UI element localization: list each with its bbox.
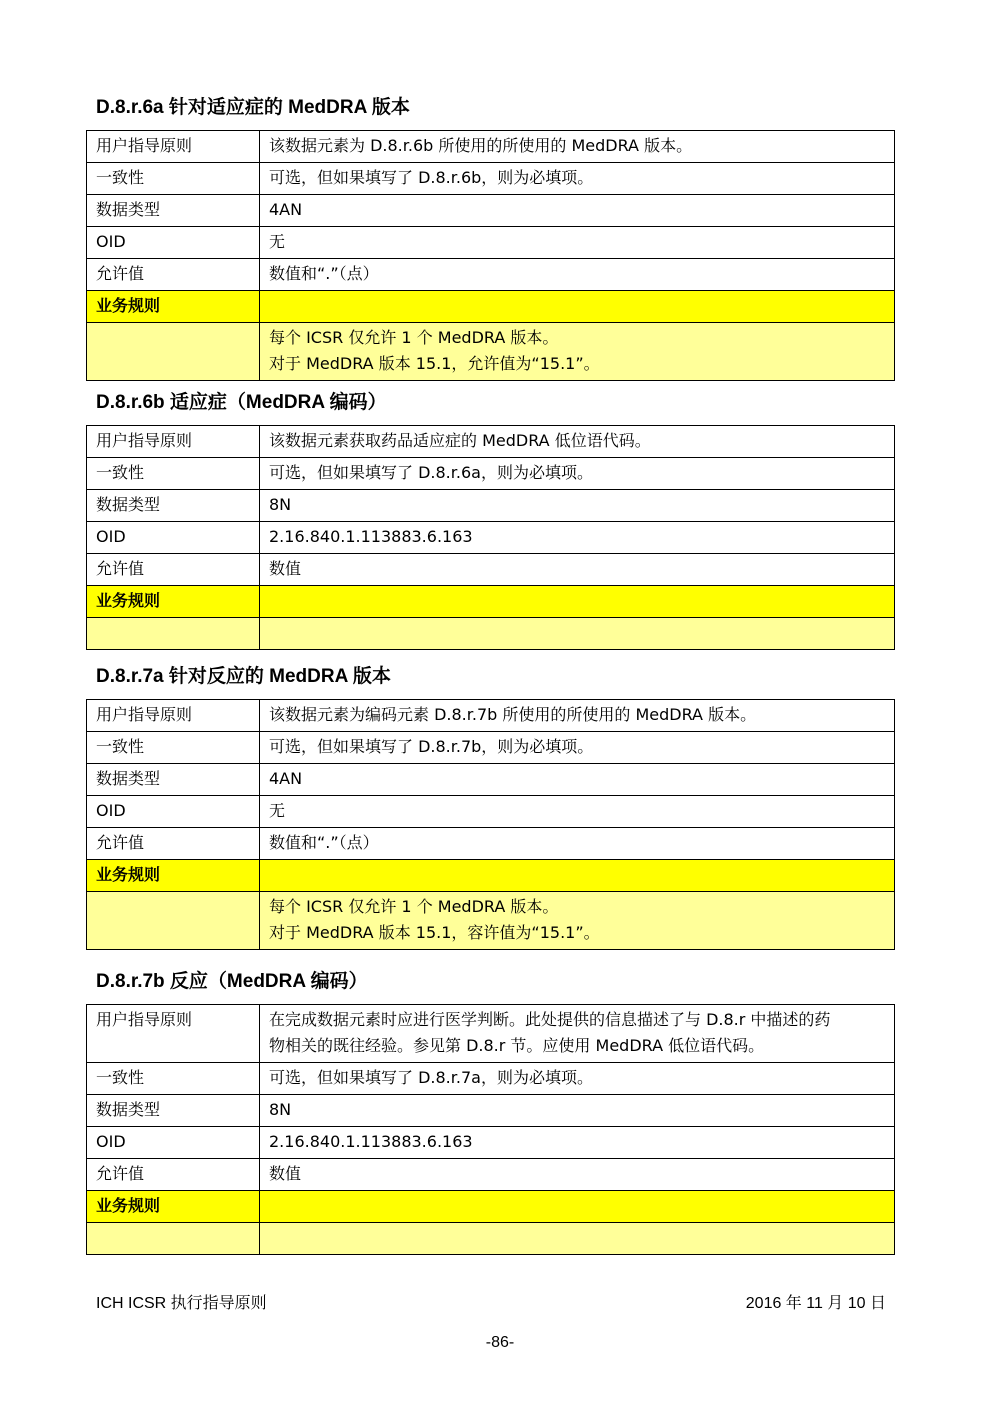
value-oid: 无 xyxy=(260,796,895,828)
business-rules-header-empty xyxy=(260,860,895,892)
footer-date: 2016 年 11 月 10 日 xyxy=(745,1295,886,1312)
section-d8r7a xyxy=(86,665,895,950)
row-datatype xyxy=(87,764,895,796)
row-conformance xyxy=(87,458,895,490)
label-conformance: 一致性 xyxy=(87,163,260,195)
section-d8r6a xyxy=(86,96,895,381)
business-rules-empty xyxy=(87,1223,260,1255)
row-datatype xyxy=(87,490,895,522)
label-conformance: 一致性 xyxy=(87,458,260,490)
value-datatype: 8N xyxy=(260,1095,895,1127)
value-datatype: 4AN xyxy=(260,195,895,227)
section-title: D.8.r.7a 针对反应的 MedDRA 版本 xyxy=(96,666,391,687)
row-business-rules-header xyxy=(87,586,895,618)
spec-table xyxy=(86,425,895,650)
value-conformance: 可选，但如果填写了 D.8.r.7b，则为必填项。 xyxy=(260,732,895,764)
row-datatype xyxy=(87,195,895,227)
value-guide xyxy=(260,426,895,458)
label-allowed: 允许值 xyxy=(87,554,260,586)
row-oid xyxy=(87,796,895,828)
label-allowed: 允许值 xyxy=(87,828,260,860)
value-business-rules xyxy=(260,323,895,381)
label-allowed: 允许值 xyxy=(87,1159,260,1191)
row-guide xyxy=(87,426,895,458)
label-oid: OID xyxy=(87,1127,260,1159)
business-rules-empty xyxy=(87,323,260,381)
label-oid: OID xyxy=(87,227,260,259)
row-business-rules-header xyxy=(87,860,895,892)
business-rules-empty xyxy=(87,892,260,950)
row-conformance xyxy=(87,1063,895,1095)
label-datatype: 数据类型 xyxy=(87,490,260,522)
value-conformance: 可选，但如果填写了 D.8.r.7a，则为必填项。 xyxy=(260,1063,895,1095)
row-business-rules-header xyxy=(87,291,895,323)
row-allowed xyxy=(87,259,895,291)
section-title: D.8.r.7b 反应（MedDRA 编码） xyxy=(96,971,368,992)
value-guide xyxy=(260,131,895,163)
label-guide: 用户指导原则 xyxy=(87,1005,260,1063)
value-allowed: 数值和“.”（点） xyxy=(260,259,895,291)
rule-line: 对于 MedDRA 版本 15.1，允许值为“15.1”。 xyxy=(269,354,600,373)
guide-line: 在完成数据元素时应进行医学判断。此处提供的信息描述了与 D.8.r 中描述的药 xyxy=(269,1010,831,1029)
value-oid: 2.16.840.1.113883.6.163 xyxy=(260,522,895,554)
value-conformance: 可选，但如果填写了 D.8.r.6b，则为必填项。 xyxy=(260,163,895,195)
label-datatype: 数据类型 xyxy=(87,195,260,227)
guide-line: 该数据元素为编码元素 D.8.r.7b 所使用的所使用的 MedDRA 版本。 xyxy=(269,705,757,724)
business-rules-header-empty xyxy=(260,1191,895,1223)
value-oid: 无 xyxy=(260,227,895,259)
row-oid xyxy=(87,522,895,554)
spec-table xyxy=(86,1004,895,1255)
page-number: -86- xyxy=(485,1334,515,1351)
business-rules-header-empty xyxy=(260,586,895,618)
rule-line: 每个 ICSR 仅允许 1 个 MedDRA 版本。 xyxy=(269,328,559,347)
guide-line: 物相关的既往经验。参见第 D.8.r 节。应使用 MedDRA 低位语代码。 xyxy=(269,1036,765,1055)
spec-table xyxy=(86,130,895,381)
label-oid: OID xyxy=(87,522,260,554)
value-allowed: 数值和“.”（点） xyxy=(260,828,895,860)
row-guide xyxy=(87,1005,895,1063)
value-datatype: 8N xyxy=(260,490,895,522)
row-oid xyxy=(87,1127,895,1159)
row-oid xyxy=(87,227,895,259)
value-allowed: 数值 xyxy=(260,554,895,586)
label-datatype: 数据类型 xyxy=(87,764,260,796)
value-guide xyxy=(260,700,895,732)
label-guide: 用户指导原则 xyxy=(87,700,260,732)
value-business-rules xyxy=(260,1223,895,1255)
label-guide: 用户指导原则 xyxy=(87,426,260,458)
label-business-rules: 业务规则 xyxy=(87,1191,260,1223)
row-allowed xyxy=(87,1159,895,1191)
guide-line: 该数据元素为 D.8.r.6b 所使用的所使用的 MedDRA 版本。 xyxy=(269,136,693,155)
section-d8r7b xyxy=(86,970,895,1255)
footer-left: ICH ICSR 执行指导原则 xyxy=(96,1295,267,1312)
row-business-rules-value xyxy=(87,892,895,950)
guide-line: 该数据元素获取药品适应症的 MedDRA 低位语代码。 xyxy=(269,431,651,450)
row-guide xyxy=(87,131,895,163)
value-business-rules xyxy=(260,892,895,950)
spec-table xyxy=(86,699,895,950)
label-allowed: 允许值 xyxy=(87,259,260,291)
value-datatype: 4AN xyxy=(260,764,895,796)
row-allowed xyxy=(87,828,895,860)
label-oid: OID xyxy=(87,796,260,828)
row-guide xyxy=(87,700,895,732)
row-business-rules-header xyxy=(87,1191,895,1223)
rule-line: 每个 ICSR 仅允许 1 个 MedDRA 版本。 xyxy=(269,897,559,916)
value-guide xyxy=(260,1005,895,1063)
section-title: D.8.r.6b 适应症（MedDRA 编码） xyxy=(96,392,387,413)
business-rules-header-empty xyxy=(260,291,895,323)
row-business-rules-value xyxy=(87,618,895,650)
row-conformance xyxy=(87,732,895,764)
value-conformance: 可选，但如果填写了 D.8.r.6a，则为必填项。 xyxy=(260,458,895,490)
label-business-rules: 业务规则 xyxy=(87,860,260,892)
label-datatype: 数据类型 xyxy=(87,1095,260,1127)
row-business-rules-value xyxy=(87,1223,895,1255)
value-oid: 2.16.840.1.113883.6.163 xyxy=(260,1127,895,1159)
rule-line: 对于 MedDRA 版本 15.1，容许值为“15.1”。 xyxy=(269,923,600,942)
row-conformance xyxy=(87,163,895,195)
label-business-rules: 业务规则 xyxy=(87,586,260,618)
business-rules-empty xyxy=(87,618,260,650)
label-conformance: 一致性 xyxy=(87,732,260,764)
value-business-rules xyxy=(260,618,895,650)
row-business-rules-value xyxy=(87,323,895,381)
section-d8r6b xyxy=(86,391,895,650)
label-conformance: 一致性 xyxy=(87,1063,260,1095)
value-allowed: 数值 xyxy=(260,1159,895,1191)
row-datatype xyxy=(87,1095,895,1127)
label-guide: 用户指导原则 xyxy=(87,131,260,163)
row-allowed xyxy=(87,554,895,586)
section-title: D.8.r.6a 针对适应症的 MedDRA 版本 xyxy=(96,97,410,118)
label-business-rules: 业务规则 xyxy=(87,291,260,323)
